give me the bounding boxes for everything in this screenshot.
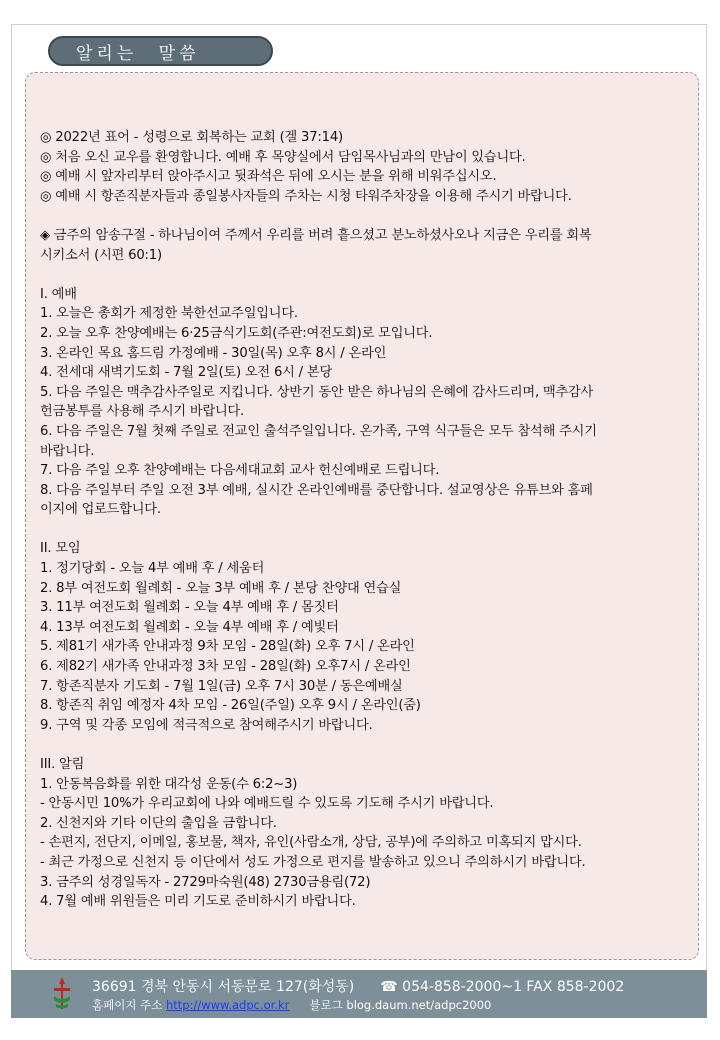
announcement-line: ◎ 예배 시 앞자리부터 앉아주시고 뒷좌석은 뒤에 오시는 분을 위해 비워주십시오. [40, 169, 497, 185]
section-title-tab [48, 36, 273, 66]
announcement-line: III. 알림 [40, 757, 85, 772]
announcement-lines [40, 128, 690, 912]
section-title: 알리는 말씀 [76, 43, 200, 64]
announcement-line: 1. 안동복음화를 위한 대각성 운동(수 6:2~3) [40, 776, 298, 792]
announcement-line: 4. 13부 여전도회 월례회 - 오늘 4부 예배 후 / 예빛터 [40, 619, 339, 635]
blank-line [40, 735, 690, 755]
announcement-line: 2. 오늘 오후 찬양예배는 6·25금식기도회(주관:여전도회)로 모입니다. [40, 325, 433, 341]
announcement-line: 바랍니다. [40, 443, 95, 459]
blank-line [40, 206, 690, 226]
announcement-line: 3. 금주의 성경일독자 - 2729마숙원(48) 2730금용림(72) [40, 874, 371, 890]
announcement-line: 1. 정기당회 - 오늘 4부 예배 후 / 세움터 [40, 561, 265, 577]
footer-blog: 블로그 blog.daum.net/adpc2000 [309, 998, 492, 1012]
announcement-line: 3. 11부 여전도회 월례회 - 오늘 4부 예배 후 / 몸짓터 [40, 600, 339, 616]
church-logo-icon [51, 976, 73, 1010]
homepage-link[interactable]: http://www.adpc.or.kr [165, 998, 290, 1012]
footer-contact-line [92, 976, 624, 996]
announcement-line: 3. 온라인 목요 홈드림 가정예배 - 30일(목) 오후 8시 / 온라인 [40, 345, 387, 361]
announcement-line: 8. 항존직 취임 예정자 4차 모임 - 26일(주일) 오후 9시 / 온라인(줌) [40, 698, 421, 714]
announcement-line: 5. 다음 주일은 맥추감사주일로 지킵니다. 상반기 동안 받은 하나님의 은혜에 감사드리며, 맥추감사 [40, 384, 594, 400]
announcement-line: 6. 다음 주일은 7월 첫째 주일로 전교인 출석주일입니다. 온가족, 구역 식구들은 모두 참석해 주시기 [40, 423, 597, 439]
footer-bar [11, 970, 707, 1018]
announcement-line: I. 예배 [40, 286, 77, 302]
announcement-line: 6. 제82기 새가족 안내과정 3차 모임 - 28일(화) 오후7시 / 온라인 [40, 659, 411, 675]
announcement-line: 1. 오늘은 총회가 제정한 북한선교주일입니다. [40, 306, 298, 322]
announcement-line: II. 모임 [40, 541, 81, 557]
announcement-line: 4. 전세대 새벽기도회 - 7월 2일(토) 오전 6시 / 본당 [40, 365, 332, 381]
announcement-line: 2. 8부 여전도회 월례회 - 오늘 3부 예배 후 / 본당 찬양대 연습실 [40, 580, 402, 596]
announcement-line: 7. 항존직분자 기도회 - 7월 1일(금) 오후 7시 30분 / 동은예배실 [40, 678, 403, 694]
announcement-line: 5. 제81기 새가족 안내과정 9차 모임 - 28일(화) 오후 7시 / 온라인 [40, 639, 415, 655]
announcement-line: ◎ 처음 오신 교우를 환영합니다. 예배 후 목양실에서 담임목사님과의 만남이 있습니다. [40, 149, 526, 165]
announcement-line: 4. 7월 예배 위원들은 미리 기도로 준비하시기 바랍니다. [40, 894, 356, 910]
announcement-line: 헌금봉투를 사용해 주시기 바랍니다. [40, 404, 245, 420]
footer-web-line [92, 997, 491, 1013]
blank-line [40, 520, 690, 540]
announcement-line: 이지에 업로드합니다. [40, 502, 161, 518]
announcement-line: 9. 구역 및 각종 모임에 적극적으로 참여해주시기 바랍니다. [40, 717, 373, 733]
announcement-line: - 안동시민 10%가 우리교회에 나와 예배드릴 수 있도록 기도해 주시기 바랍니다. [40, 796, 494, 812]
announcement-line: 8. 다음 주일부터 주일 오전 3부 예배, 실시간 온라인예배를 중단합니다. 설교영상은 유튜브와 홈페 [40, 482, 593, 498]
blank-line [40, 265, 690, 285]
announcement-line: 시키소서 (시편 60:1) [40, 247, 162, 263]
announcement-line: ◈ 금주의 암송구절 - 하나님이여 주께서 우리를 버려 흩으셨고 분노하셨사오나 지금은 우리를 회복 [40, 227, 592, 243]
announcement-line: 7. 다음 주일 오후 찬양예배는 다음세대교회 교사 헌신예배로 드립니다. [40, 463, 440, 479]
announcement-line: ◎ 예배 시 항존직분자들과 종일봉사자들의 주차는 시청 타워주차장을 이용해 주시기 바랍니다. [40, 188, 572, 204]
footer-phone: ☎ 054-858-2000~1 FAX 858-2002 [380, 979, 625, 995]
announcement-line: - 손편지, 전단지, 이메일, 홍보물, 책자, 유인(사람소개, 상담, 공부)에 주의하고 미혹되지 맙시다. [40, 835, 582, 851]
footer-homepage-label: 홈페이지 주소 [92, 998, 163, 1012]
announcement-line: - 최근 가정으로 신천지 등 이단에서 성도 가정으로 편지를 발송하고 있으니 주의하시기 바랍니다. [40, 854, 586, 870]
announcement-line: ◎ 2022년 표어 - 성령으로 회복하는 교회 (겔 37:14) [40, 130, 344, 145]
announcement-line: 2. 신천지와 기타 이단의 출입을 금합니다. [40, 815, 277, 831]
footer-address: 36691 경북 안동시 서동문로 127(화성동) [92, 979, 355, 995]
